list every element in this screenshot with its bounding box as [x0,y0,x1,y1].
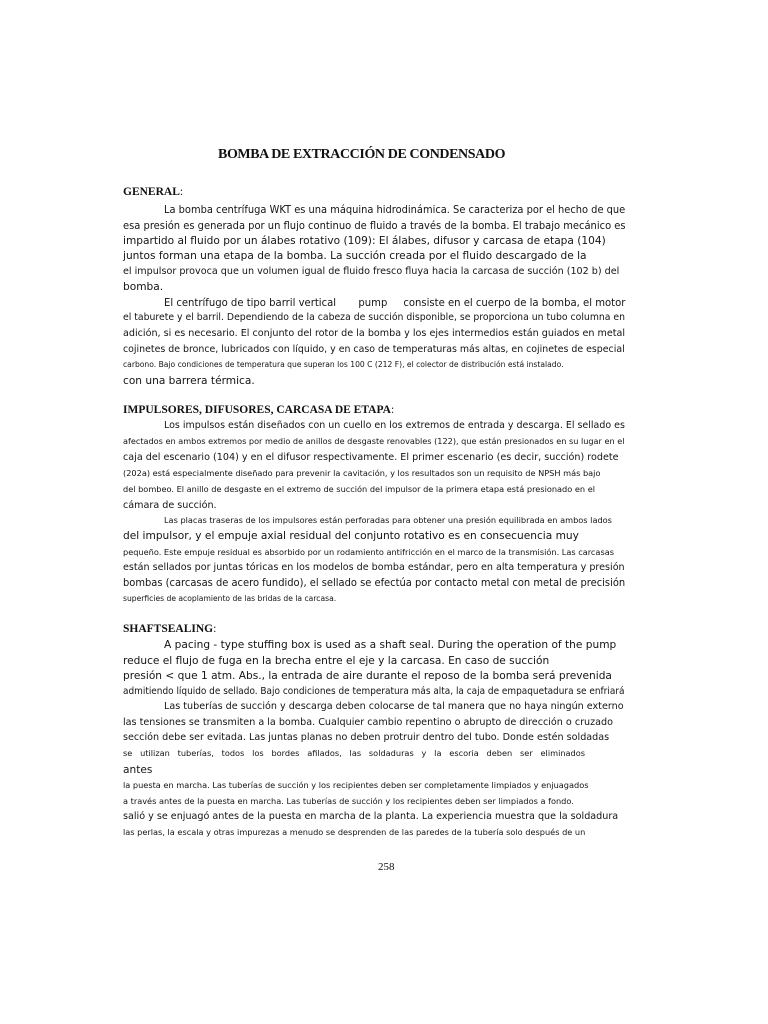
page-number: 258 [378,861,395,873]
paragraph-line: el taburete y el barril. Dependiendo de la cabeza de succión disponible, se proporciona un tubo columna en [123,312,626,323]
paragraph-line: antes [123,764,153,776]
paragraph-line: bomba. [123,281,164,293]
heading-text: SHAFTSEALING [123,623,214,635]
paragraph-line: sección debe ser evitada. Las juntas planas no deben protruir dentro del tubo. Donde estén soldadas [123,732,610,743]
paragraph-line: presión < que 1 atm. Abs., la entrada de aire durante el reposo de la bomba será prevenida [123,670,612,682]
paragraph-line: pequeño. Este empuje residual es absorbido por un rodamiento antifricción en el marco de la transmisión. Las carcasas [123,547,614,557]
paragraph-line: afectados en ambos extremos por medio de anillos de desgaste renovables (122), que están presionados en su lugar en el [123,436,625,446]
paragraph-line: a través antes de la puesta en marcha. Las tuberías de succión y los recipientes deben ser limpiados a fondo. [123,796,574,806]
paragraph-line: admitiendo líquido de sellado. Bajo condiciones de temperatura más alta, la caja de empaquetadura se enfriará [123,686,625,697]
paragraph-line: el impulsor provoca que un volumen igual de fluido fresco fluya hacia la carcasa de succión (102 b) del [123,266,620,277]
heading-text: GENERAL [123,186,180,198]
section-heading-shaftsealing: SHAFTSEALING: [123,623,217,635]
paragraph-line: del bombeo. El anillo de desgaste en el extremo de succión del impulsor de la primera etapa está presionado en el [123,484,596,494]
paragraph-line: están sellados por juntas tóricas en los modelos de bomba estándar, pero en alta temperatura y presión [123,562,625,573]
paragraph-line: con una barrera térmica. [123,375,255,387]
document-title: BOMBA DE EXTRACCIÓN DE CONDENSADO [218,147,506,162]
paragraph-line: La bomba centrífuga WKT es una máquina hidrodinámica. Se caracteriza por el hecho de que [164,204,626,216]
paragraph-line: Las placas traseras de los impulsores están perforadas para obtener una presión equilibrada en ambos lados [164,515,612,525]
paragraph-line: cojinetes de bronce, lubricados con líquido, y en caso de temperaturas más altas, en cojinetes de especial [123,344,625,355]
paragraph-line: carbono. Bajo condiciones de temperatura que superan los 100 C (212 F), el colector de distribución está instalado. [123,360,564,369]
paragraph-line: esa presión es generada por un flujo continuo de fluido a través de la bomba. El trabajo mecánico es [123,220,626,232]
section-heading-general: GENERAL: [123,186,184,198]
paragraph-line: Los impulsos están diseñados con un cuello en los extremos de entrada y descarga. El sellado es [164,420,625,431]
paragraph-line: impartido al fluido por un álabes rotativo (109): El álabes, difusor y carcasa de etapa (104) [123,235,606,247]
paragraph-line: reduce el flujo de fuga en la brecha entre el eje y la carcasa. En caso de succión [123,655,550,667]
paragraph-line: El centrífugo de tipo barril vertical pump consiste en el cuerpo de la bomba, el motor [164,297,626,309]
paragraph-line: bombas (carcasas de acero fundido), el sellado se efectúa por contacto metal con metal de precisión [123,577,626,589]
paragraph-line: salió y se enjuagó antes de la puesta en marcha de la planta. La experiencia muestra que la soldadura [123,811,619,822]
paragraph-line: A pacing - type stuffing box is used as a shaft seal. During the operation of the pump [164,639,617,651]
paragraph-line: Las tuberías de succión y descarga deben colocarse de tal manera que no haya ningún externo [164,701,624,712]
paragraph-line: las perlas, la escala y otras impurezas a menudo se desprenden de las paredes de la tubería solo después de un [123,827,586,837]
paragraph-line: juntos forman una etapa de la bomba. La succión creada por el fluido descargado de la [123,250,587,262]
heading-text: IMPULSORES, DIFUSORES, CARCASA DE ETAPA [123,404,391,416]
section-heading-impulsores: IMPULSORES, DIFUSORES, CARCASA DE ETAPA: [123,404,395,416]
paragraph-line: caja del escenario (104) y en el difusor respectivamente. El primer escenario (es decir, succión) rodete [123,452,619,463]
paragraph-line: se utilizan tuberías, todos los bordes afilados, las soldaduras y la escoria deben ser eliminados [123,748,586,758]
paragraph-line: (202a) está especialmente diseñado para prevenir la cavitación, y los resultados son un requisito de NPSH más bajo [123,468,601,478]
paragraph-line: la puesta en marcha. Las tuberías de succión y los recipientes deben ser completamente limpiados y enjuagados [123,780,589,790]
paragraph-line: cámara de succión. [123,500,217,511]
paragraph-line: superficies de acoplamiento de las bridas de la carcasa. [123,594,337,603]
paragraph-line: del impulsor, y el empuje axial residual del conjunto rotativo es en consecuencia muy [123,530,579,542]
paragraph-line: las tensiones se transmiten a la bomba. Cualquier cambio repentino o abrupto de dirección o cruzado [123,717,614,728]
paragraph-line: adición, si es necesario. El conjunto del rotor de la bomba y los ejes intermedios están guiados en metal [123,328,626,339]
